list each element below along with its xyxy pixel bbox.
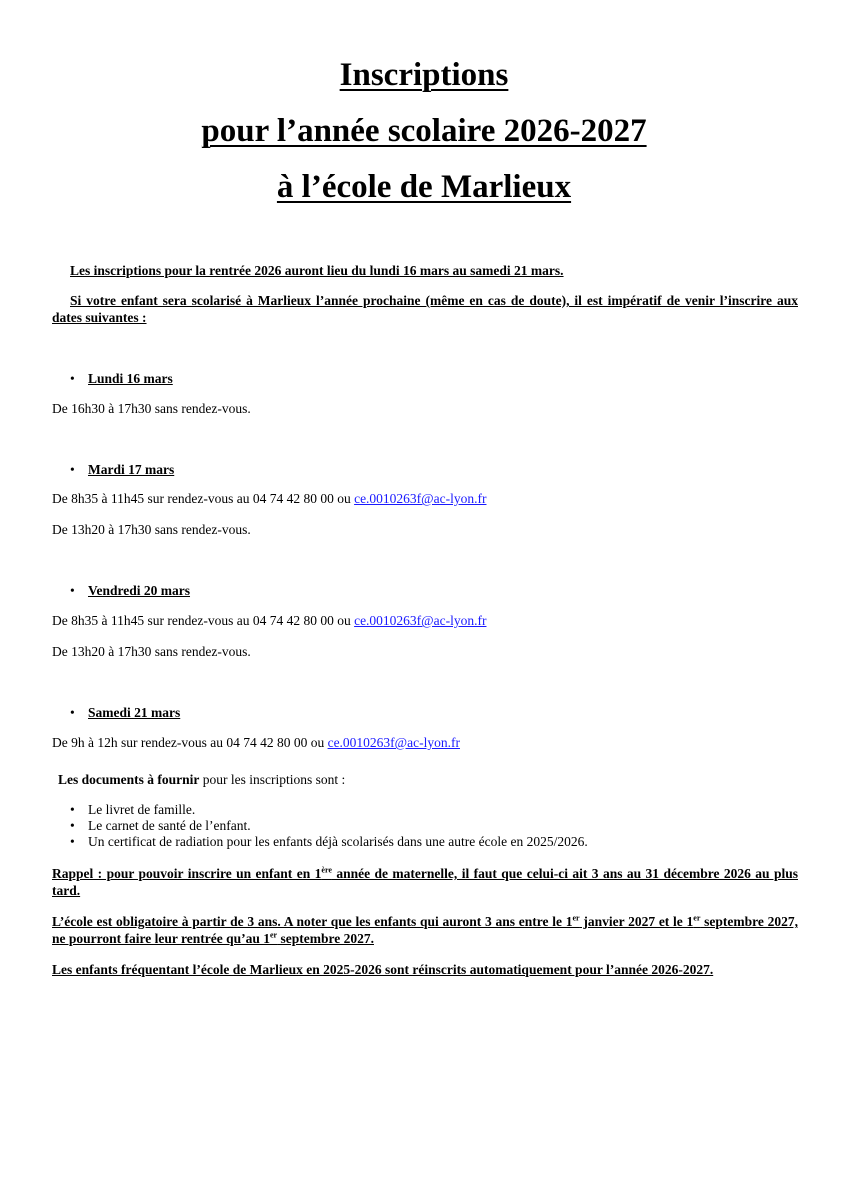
intro-instruction-paragraph: Si votre enfant sera scolarisé à Marlieux l’année prochaine (même en cas de doute), il est impératif de venir l’inscrire aux dates suivantes :: [52, 293, 798, 325]
superscript: er: [269, 930, 278, 940]
obligation-text: septembre 2027, ne pourront faire leur rentrée qu’au 1: [52, 914, 798, 946]
list-item: [70, 802, 588, 818]
obligation-text: janvier 2027 et le 1: [579, 914, 694, 929]
email-link[interactable]: ce.0010263f@ac-lyon.fr: [354, 491, 487, 506]
list-item: [70, 834, 588, 850]
rappel-text: année de maternelle, il faut que celui-ci ait 3 ans au 31 décembre 2026 au plus tard.: [52, 866, 798, 898]
superscript: er: [693, 913, 701, 923]
schedule-line: [52, 612, 486, 629]
bullet-icon: •: [70, 705, 75, 720]
date-label: Samedi 21 mars: [88, 705, 181, 720]
intro-dates-paragraph: Les inscriptions pour la rentrée 2026 auront lieu du lundi 16 mars au samedi 21 mars.: [70, 263, 564, 278]
schedule-text: De 9h à 12h sur rendez-vous au 04 74 42 80 00 ou: [52, 735, 328, 750]
email-link[interactable]: ce.0010263f@ac-lyon.fr: [327, 735, 460, 750]
bullet-icon: •: [70, 462, 75, 477]
schedule-line: [52, 490, 486, 507]
bullet-icon: •: [70, 818, 75, 833]
bullet-icon: •: [70, 802, 75, 817]
bullet-icon: •: [70, 834, 75, 849]
schedule-line: De 16h30 à 17h30 sans rendez-vous.: [52, 401, 251, 416]
rappel-text: Rappel : pour pouvoir inscrire un enfant en 1: [52, 866, 322, 881]
title-line-2: pour l’année scolaire 2026-2027: [201, 113, 647, 149]
schedule-line: De 13h20 à 17h30 sans rendez-vous.: [52, 644, 251, 659]
schedule-line: [52, 734, 460, 751]
date-label: Lundi 16 mars: [88, 371, 173, 386]
documents-lead-bold: Les documents à fournir: [58, 772, 200, 787]
list-item-text: Le carnet de santé de l’enfant.: [88, 818, 251, 833]
date-label: Mardi 17 mars: [88, 462, 175, 477]
list-item: [70, 818, 588, 834]
email-link[interactable]: ce.0010263f@ac-lyon.fr: [354, 613, 487, 628]
superscript: ère: [321, 865, 332, 875]
list-item-text: Un certificat de radiation pour les enfants déjà scolarisés dans une autre école en 2025/2026.: [88, 834, 588, 849]
documents-lead-rest: pour les inscriptions sont :: [199, 772, 346, 787]
obligation-note: [52, 913, 798, 947]
bullet-icon: •: [70, 583, 75, 598]
schedule-text: De 8h35 à 11h45 sur rendez-vous au 04 74 42 80 00 ou: [52, 613, 355, 628]
documents-list: [70, 802, 588, 850]
obligation-text: septembre 2027.: [277, 931, 374, 946]
superscript: er: [572, 913, 580, 923]
title-line-3: à l’école de Marlieux: [276, 169, 572, 205]
schedule-text: De 8h35 à 11h45 sur rendez-vous au 04 74 42 80 00 ou: [52, 491, 355, 506]
bullet-icon: •: [70, 371, 75, 386]
reinscription-note: Les enfants fréquentant l’école de Marlieux en 2025-2026 sont réinscrits automatiquement pour l’année 2026-2027.: [52, 962, 714, 977]
schedule-line: De 13h20 à 17h30 sans rendez-vous.: [52, 522, 251, 537]
documents-intro: [58, 771, 345, 788]
rappel-note: [52, 865, 798, 899]
date-label: Vendredi 20 mars: [88, 583, 191, 598]
obligation-text: L’école est obligatoire à partir de 3 ans. A noter que les enfants qui auront 3 ans entre le 1: [52, 914, 573, 929]
list-item-text: Le livret de famille.: [88, 802, 196, 817]
title-line-1: Inscriptions: [339, 57, 509, 93]
